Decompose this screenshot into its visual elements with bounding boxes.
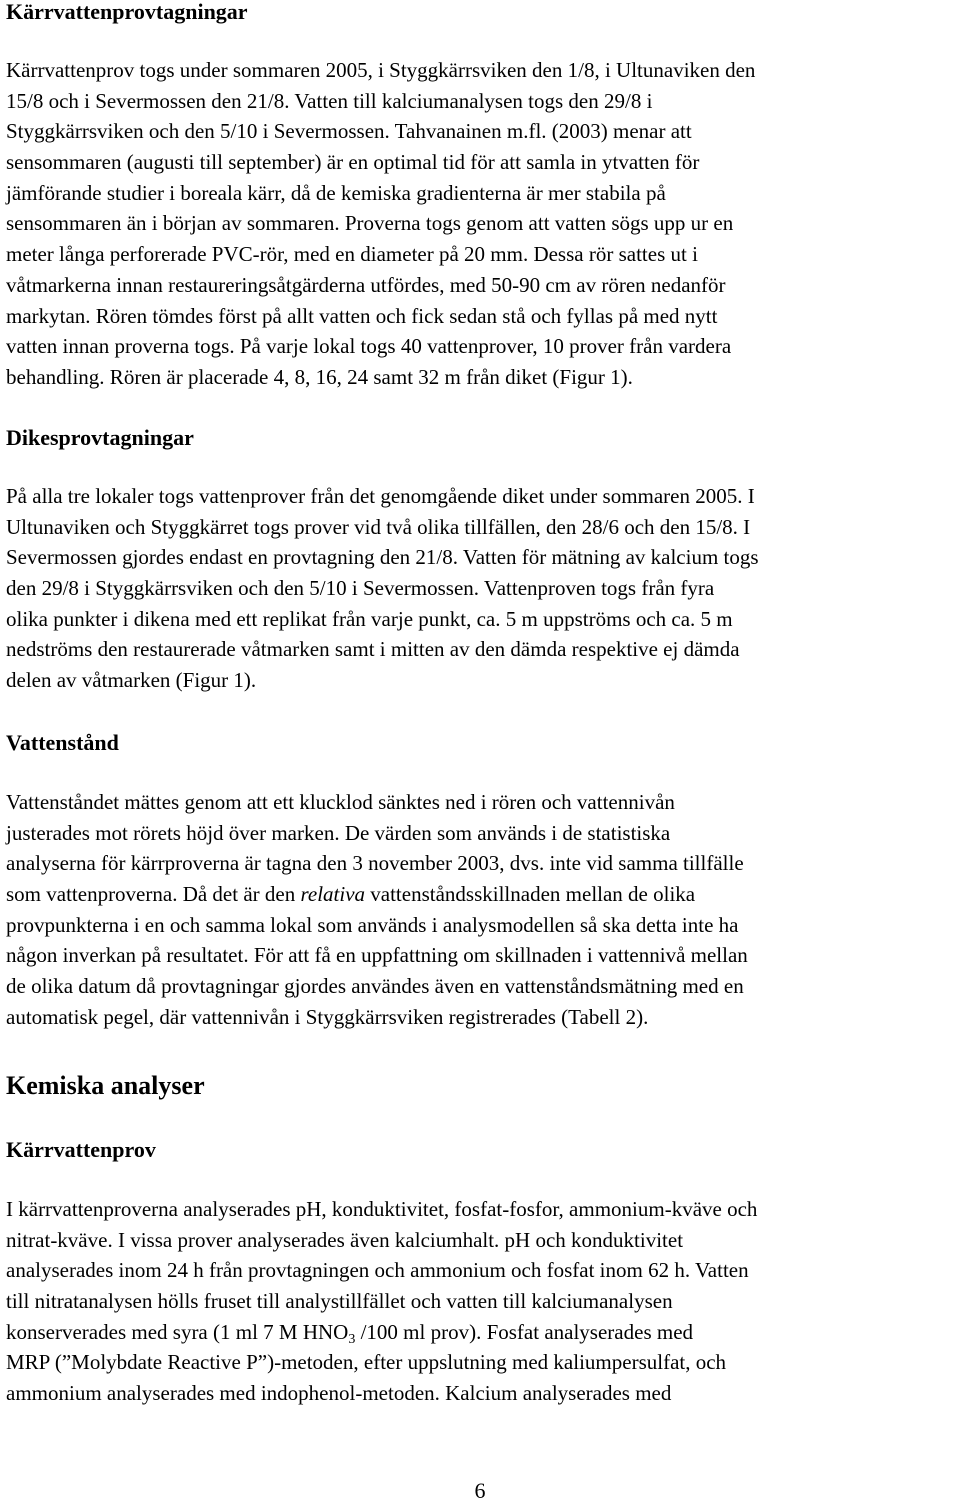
- page-number: 6: [474, 1478, 486, 1503]
- text-line: sensommaren än i början av sommaren. Proverna togs genom att vatten sögs upp ur en: [6, 211, 734, 236]
- subscript: 3: [348, 1331, 356, 1347]
- paragraph-dikesprovtagningar: [6, 481, 958, 696]
- text-line: de olika datum då provtagningar gjordes användes även en vattenståndsmätning med en: [6, 974, 744, 999]
- text-line: Styggkärrsviken och den 5/10 i Severmossen. Tahvanainen m.fl. (2003) menar att: [6, 119, 692, 144]
- text-line: I kärrvattenproverna analyserades pH, konduktivitet, fosfat-fosfor, ammonium-kväve och: [6, 1197, 758, 1221]
- text-line: MRP (”Molybdate Reactive P”)-metoden, efter uppslutning med kaliumpersulfat, och: [6, 1350, 727, 1375]
- text-run: vattenståndsskillnaden mellan de olika: [370, 882, 696, 907]
- text-line: Vattenståndet mättes genom att ett klucklod sänktes ned i rören och vattennivån: [6, 790, 675, 814]
- text-line: Severmossen gjordes endast en provtagning den 21/8. Vatten för mätning av kalcium togs: [6, 545, 759, 570]
- text-line: nedströms den restaurerade våtmarken samt i mitten av den dämda respektive ej dämda: [6, 637, 740, 662]
- text-line: markytan. Rören tömdes först på allt vatten och fick sedan stå och fyllas på med nytt: [6, 303, 718, 328]
- text-line: justerades mot rörets höjd över marken. De värden som används i de statistiska: [6, 820, 671, 845]
- text-line: delen av våtmarken (Figur 1).: [6, 668, 257, 693]
- text-line: Ultunaviken och Styggkärret togs prover vid två olika tillfällen, den 28/6 och den 15/8. I: [6, 514, 751, 539]
- text-line: automatisk pegel, där vattennivån i Styggkärrsviken registrerades (Tabell 2).: [6, 1004, 649, 1029]
- text-line: Kärrvattenprov togs under sommaren 2005, i Styggkärrsviken den 1/8, i Ultunaviken den: [6, 58, 756, 82]
- heading-dikesprovtagningar: Dikesprovtagningar: [6, 425, 194, 450]
- text-line: nitrat-kväve. I vissa prover analyserades även kalciumhalt. pH och konduktivitet: [6, 1227, 684, 1252]
- text-line: meter långa perforerade PVC-rör, med en diameter på 20 mm. Dessa rör sattes ut i: [6, 242, 698, 267]
- text-line: provpunkterna i en och samma lokal som används i analysmodellen så ska detta inte ha: [6, 912, 739, 937]
- text-run: /100 ml prov). Fosfat analyserades med: [355, 1319, 694, 1344]
- text-run: som vattenproverna. Då det är den: [6, 882, 296, 907]
- paragraph-karrvattenprovtagningar: [6, 55, 958, 393]
- italic-text: relativa: [300, 882, 366, 907]
- text-line: den 29/8 i Styggkärrsviken och den 5/10 i Severmossen. Vattenproven togs från fyra: [6, 576, 715, 601]
- text-line: analyserades inom 24 h från provtagningen och ammonium och fosfat inom 62 h. Vatten: [6, 1258, 749, 1283]
- text-line: [6, 1317, 958, 1348]
- text-line: till nitratanalysen hölls fruset till analystillfället och vatten till kalciumanalysen: [6, 1289, 673, 1314]
- text-line: någon inverkan på resultatet. För att få en uppfattning om skillnaden i vattennivå mellan: [6, 943, 748, 968]
- text-line: våtmarkerna innan restaureringsåtgärderna utfördes, med 50-90 cm av rören nedanför: [6, 272, 726, 297]
- heading-karrvattenprov: Kärrvattenprov: [6, 1137, 156, 1162]
- text-line: sensommaren (augusti till september) är en optimal tid för att samla in ytvatten för: [6, 150, 700, 175]
- text-line: analyserna för kärrproverna är tagna den 3 november 2003, dvs. inte vid samma tillfälle: [6, 851, 744, 876]
- text-line: 15/8 och i Severmossen den 21/8. Vatten till kalciumanalysen togs den 29/8 i: [6, 88, 653, 113]
- text-line: olika punkter i dikena med ett replikat från varje punkt, ca. 5 m uppströms och ca. 5 m: [6, 606, 733, 631]
- text-line: På alla tre lokaler togs vattenprover från det genomgående diket under sommaren 2005. I: [6, 484, 755, 508]
- text-line: ammonium analyserades med indophenol-metoden. Kalcium analyserades med: [6, 1381, 672, 1406]
- text-line: behandling. Rören är placerade 4, 8, 16, 24 samt 32 m från diket (Figur 1).: [6, 364, 633, 389]
- paragraph-vattenstand: [6, 787, 958, 1033]
- text-line: jämförande studier i boreala kärr, då de kemiska gradienterna är mer stabila på: [6, 180, 666, 205]
- text-line: [6, 879, 958, 910]
- text-run: konserverades med syra (1 ml 7 M HNO: [6, 1319, 349, 1344]
- heading-karrvattenprovtagningar: Kärrvattenprovtagningar: [6, 0, 248, 24]
- heading-vattenstand: Vattenstånd: [6, 730, 119, 755]
- heading-kemiska-analyser: Kemiska analyser: [6, 1071, 205, 1100]
- text-line: vatten innan proverna togs. På varje lokal togs 40 vattenprover, 10 prover från vardera: [6, 334, 732, 359]
- paragraph-karrvattenprov: [6, 1194, 958, 1409]
